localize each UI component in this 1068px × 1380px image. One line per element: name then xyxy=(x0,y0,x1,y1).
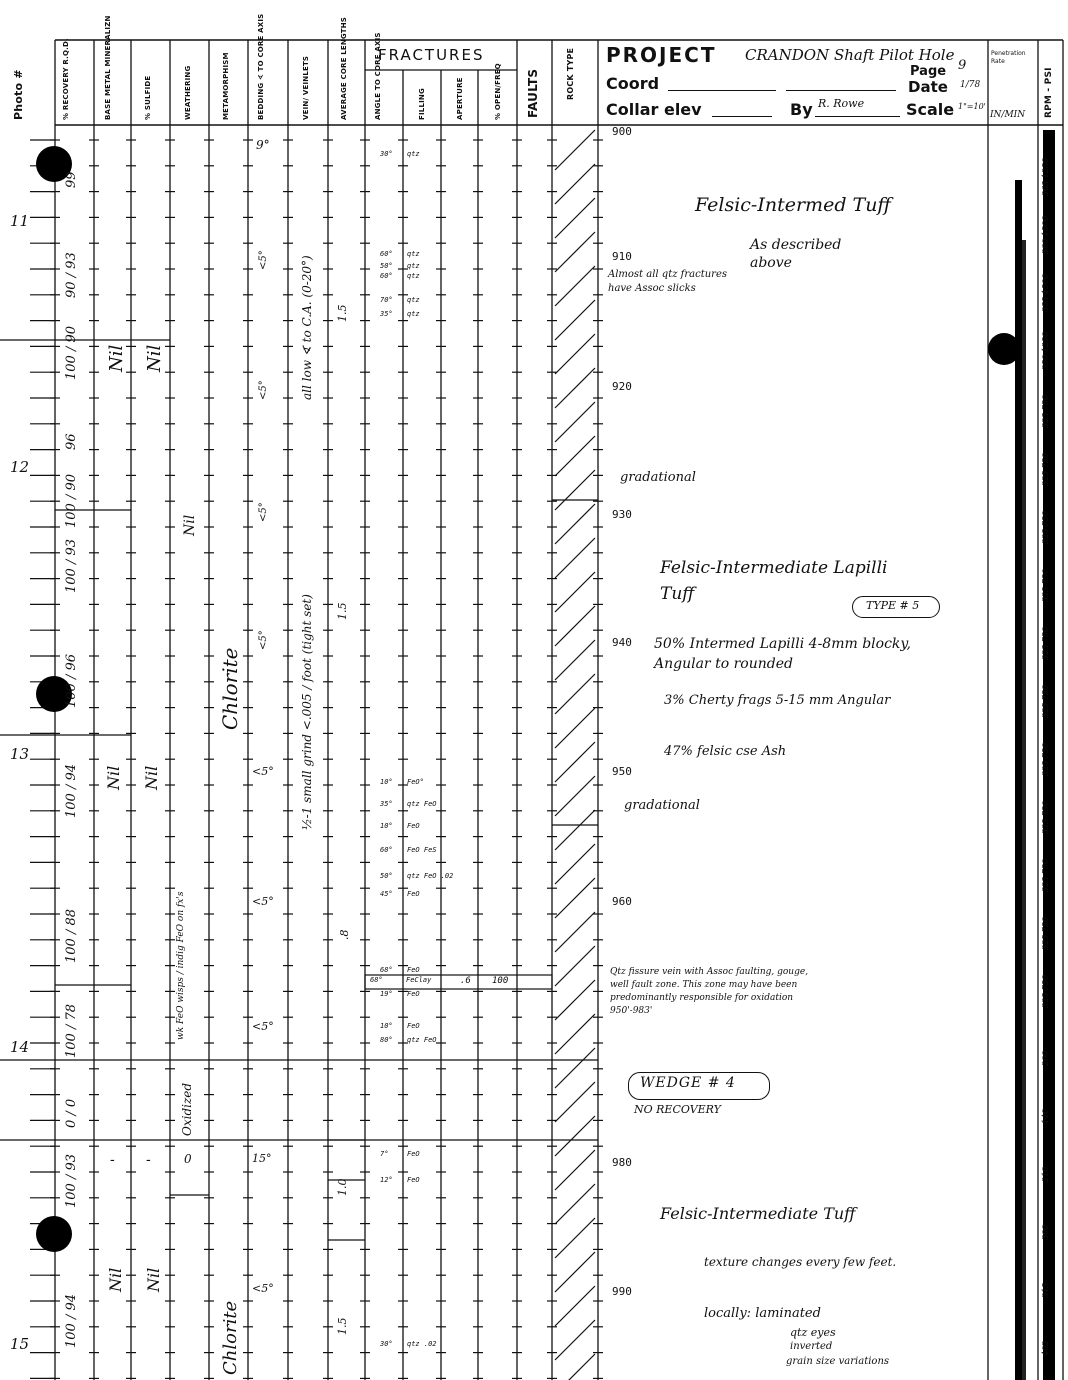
recovery-value: 100 / 88 xyxy=(64,909,79,963)
rock-hatch xyxy=(555,878,595,918)
recovery-value: 100 / 93 xyxy=(64,1154,79,1208)
header-veins: VEIN/ VEINLETS xyxy=(302,55,310,120)
header-avg-core: AVERAGE CORE LENGTHS xyxy=(340,16,348,120)
rock-hatch xyxy=(555,198,595,238)
weathering-note: wk FeO wisps / indig FeO on fx's xyxy=(176,891,186,1040)
fracture-filling: FeO FeS xyxy=(407,846,437,854)
collar-label: Collar elev xyxy=(606,100,702,119)
fault-row-pct: 100 xyxy=(492,976,509,986)
date-label: Date xyxy=(908,78,948,96)
fracture-angle: 35° xyxy=(380,800,393,808)
rock-hatch xyxy=(555,1048,595,1088)
fracture-filling: qtz FeO .02 xyxy=(407,872,454,880)
header-rock-type: ROCK TYPE xyxy=(566,47,575,100)
fracture-filling: qtz FeO xyxy=(407,800,437,808)
rock-hatch xyxy=(555,776,595,816)
bedding-angle: <5° xyxy=(258,380,269,400)
fracture-filling: FeO xyxy=(407,822,420,830)
header-frac-filling: FILLING xyxy=(418,88,426,120)
fracture-angle: 60° xyxy=(380,250,393,258)
header-recovery: % RECOVERY R.Q.D. xyxy=(62,38,70,120)
rock-hatch xyxy=(555,1286,595,1326)
recovery-value: 100 / 94 xyxy=(64,1294,79,1348)
rock-hatch xyxy=(555,470,595,510)
photo-number: 13 xyxy=(10,745,30,763)
recovery-value: 96 xyxy=(64,433,79,450)
rpm-psi-value: 325 750 xyxy=(1041,742,1050,776)
fracture-angle: 12° xyxy=(380,1176,393,1184)
rock-hatch xyxy=(555,164,595,204)
rpm-psi-value: 325 750 xyxy=(1041,626,1050,660)
rock-hatch xyxy=(555,1150,595,1190)
wedge-label: WEDGE # 4 xyxy=(640,1075,736,1091)
scale-label: Scale xyxy=(906,100,955,119)
nil-sulfide: Nil xyxy=(144,344,165,372)
core-length: 1.5 xyxy=(336,304,349,322)
rock-hatch xyxy=(555,1252,595,1292)
fracture-angle: 10° xyxy=(380,1022,393,1030)
fracture-angle: 50° xyxy=(380,262,393,270)
fracture-angle: 35° xyxy=(380,310,393,318)
rpm-psi-value: 325 750 xyxy=(1041,452,1050,486)
fracture-filling: qtz xyxy=(407,310,420,318)
rpm-psi-value: 140 xyxy=(1041,1108,1050,1124)
rock-hatch xyxy=(555,742,595,782)
note-985: texture changes every few feet. xyxy=(704,1255,897,1269)
penetration-label: Penetration Rate xyxy=(991,50,1026,65)
note-992a: locally: laminated xyxy=(704,1306,821,1321)
fracture-filling: qtz xyxy=(407,296,420,304)
fracture-angle: 30° xyxy=(380,1340,393,1348)
rpm-psi-value: 350 1250 xyxy=(1041,331,1050,370)
recovery-value: 100 / 78 xyxy=(64,1004,79,1058)
nil-sulfide-3: Nil xyxy=(144,1267,163,1292)
coord-field xyxy=(668,90,776,91)
depth-920: 920 xyxy=(612,380,632,393)
rock-hatch xyxy=(555,266,595,306)
depth-910: 910 xyxy=(612,250,632,263)
core-length: .8 xyxy=(338,929,351,940)
rock-hatch xyxy=(555,504,595,544)
unit3-title: Felsic-Intermediate Tuff xyxy=(660,1204,856,1223)
rpm-psi-value: 325 750 xyxy=(1041,974,1050,1008)
rock-hatch xyxy=(555,1014,595,1054)
in-min-label: IN/MIN xyxy=(990,110,1026,120)
rpm-psi-value: 315 xyxy=(1041,1282,1050,1298)
depth-930: 930 xyxy=(612,508,632,521)
rpm-psi-value: 300 xyxy=(1041,1224,1050,1240)
rpm-psi-value: 325 750 xyxy=(1041,394,1050,428)
recovery-value: 90 / 93 xyxy=(64,252,79,298)
recovery-value: 100 / 94 xyxy=(64,764,79,818)
nil-weathering: Nil xyxy=(182,514,198,536)
chlorite-note-2: Chlorite xyxy=(220,1300,241,1375)
header-frac-angle: ANGLE TO CORE AXIS xyxy=(374,32,382,120)
header-metamorphism: METAMORPHISM xyxy=(222,52,230,120)
fracture-filling: FeO xyxy=(407,990,420,998)
binder-hole xyxy=(988,333,1020,365)
nil-base-metal-3: Nil xyxy=(106,1267,125,1292)
rock-hatch xyxy=(555,1116,595,1156)
fracture-filling: qtz FeO xyxy=(407,1036,437,1044)
header-sulfide: % SULFIDE xyxy=(144,75,152,120)
rock-hatch xyxy=(555,912,595,952)
vein-note-2: ½-1 small grind <.005 / foot (tight set) xyxy=(300,594,314,830)
rock-hatch xyxy=(555,640,595,680)
rock-hatch xyxy=(555,980,595,1020)
unit2-title: Felsic-Intermediate Lapilli Tuff xyxy=(660,558,888,604)
rpm-psi-value: 355 1500 xyxy=(1041,273,1050,312)
core-length: 1.0 xyxy=(336,1178,349,1196)
rock-hatch xyxy=(555,810,595,850)
fracture-angle: 70° xyxy=(380,296,393,304)
rock-hatch xyxy=(555,708,595,748)
rpm-psi-value: 325 750 xyxy=(1041,510,1050,544)
by-field xyxy=(815,116,900,117)
depth-990: 990 xyxy=(612,1285,632,1298)
fault-row-angle: 68° xyxy=(370,976,383,984)
rpm-psi-value: 325 750 xyxy=(1041,858,1050,892)
by-label: By xyxy=(790,100,813,119)
dash-sulfide: - xyxy=(146,1152,151,1168)
type-box-label: TYPE # 5 xyxy=(866,599,920,612)
note-940b: 3% Cherty frags 5-15 mm Angular xyxy=(664,693,891,708)
photo-number: 12 xyxy=(10,458,30,476)
fracture-angle: 19° xyxy=(380,990,393,998)
rpm-psi-value: 210 xyxy=(1041,1166,1050,1182)
vein-note: all low ∢ to C.A. (0-20°) xyxy=(300,255,314,400)
fracture-angle: 60° xyxy=(380,846,393,854)
fracture-angle: 80° xyxy=(380,1036,393,1044)
rpm-psi-value: 325 750 xyxy=(1041,800,1050,834)
fracture-filling: qtz .02 xyxy=(407,1340,437,1348)
rock-hatch xyxy=(555,402,595,442)
fracture-angle: 68° xyxy=(380,966,393,974)
fracture-angle: 60° xyxy=(380,272,393,280)
recovery-value: 99 xyxy=(64,171,79,188)
photo-number: 11 xyxy=(10,212,30,230)
bedding-angle: 9° xyxy=(256,138,270,152)
fault-row-fill: FeClay xyxy=(406,976,432,984)
fracture-angle: 10° xyxy=(380,778,393,786)
recovery-value: 100 / 93 xyxy=(64,539,79,593)
bedding-angle: <5° xyxy=(258,630,269,650)
note-992c: inverted xyxy=(790,1341,833,1352)
bedding-angle: <5° xyxy=(258,250,269,270)
zero-weathering: 0 xyxy=(184,1152,192,1166)
no-recovery: NO RECOVERY xyxy=(634,1103,721,1116)
qtz-vein-note: Qtz fissure vein with Assoc faulting, gouge, well fault zone. This zone may have been predominantly responsible for oxidation 950'-983' xyxy=(610,967,809,1016)
photo-label: Photo # xyxy=(12,69,25,120)
depth-960: 960 xyxy=(612,895,632,908)
oxidized-note: Oxidized xyxy=(180,1082,194,1136)
bedding-angle: <5° xyxy=(252,1020,274,1033)
core-length: 1.5 xyxy=(336,602,349,620)
depth-950: 950 xyxy=(612,765,632,778)
core-length: 1.5 xyxy=(336,1317,349,1335)
rpm-psi-value: 380 1500 xyxy=(1041,215,1050,254)
rock-hatch xyxy=(555,130,595,170)
rpm-psi-value: 200 xyxy=(1041,1050,1050,1066)
fracture-filling: qtz xyxy=(407,250,420,258)
recovery-value: 0 / 0 xyxy=(64,1098,79,1128)
gradational-2: gradational xyxy=(624,798,700,813)
rock-hatch xyxy=(555,946,595,986)
rock-hatch xyxy=(555,300,595,340)
depth-940: 940 xyxy=(612,636,632,649)
fracture-angle: 7° xyxy=(380,1150,389,1158)
coord-field-2 xyxy=(786,90,896,91)
bedding-angle: <5° xyxy=(252,765,274,778)
header-frac-aperture: APERTURE xyxy=(456,77,464,120)
page-value: 9 xyxy=(958,58,967,73)
depth-980: 980 xyxy=(612,1156,632,1169)
fracture-angle: 45° xyxy=(380,890,393,898)
nil-base-metal-2: Nil xyxy=(104,765,123,790)
rock-hatch xyxy=(555,1354,595,1380)
page-label: Page xyxy=(910,64,947,79)
fracture-filling: FeO° xyxy=(407,778,424,786)
header-bedding: BEDDING ∢ TO CORE AXIS xyxy=(257,13,265,120)
rock-hatch xyxy=(555,1184,595,1224)
rpm-psi-value: 325 750 xyxy=(1041,568,1050,602)
rock-hatch xyxy=(555,232,595,272)
header-fractures: FRACTURES xyxy=(378,46,485,64)
scale-value: 1"=10' xyxy=(958,102,986,111)
date-value: 1/78 xyxy=(960,80,981,90)
rpm-psi-value: 325 750 xyxy=(1041,916,1050,950)
rock-hatch xyxy=(555,606,595,646)
recovery-value: 100 / 96 xyxy=(64,654,79,708)
rock-hatch xyxy=(555,844,595,884)
bedding-angle: 15° xyxy=(252,1152,272,1165)
rock-hatch xyxy=(555,368,595,408)
recovery-value: 100 / 90 xyxy=(64,326,79,380)
unit1-subtitle: As described above xyxy=(750,237,842,271)
project-label: PROJECT xyxy=(606,43,717,67)
rock-hatch xyxy=(555,1218,595,1258)
rpm-psi-value: 325 750 xyxy=(1041,684,1050,718)
note-992b: qtz eyes xyxy=(790,1326,836,1339)
header-weathering: WEATHERING xyxy=(184,65,192,120)
rock-hatch xyxy=(555,572,595,612)
fracture-angle: 50° xyxy=(380,872,393,880)
rock-hatch xyxy=(555,334,595,374)
by-value: R. Rowe xyxy=(818,97,865,110)
photo-number: 15 xyxy=(10,1335,30,1353)
binder-hole xyxy=(36,1216,72,1252)
rpm-psi-value: 402 xyxy=(1041,1340,1050,1356)
header-base-metal: BASE METAL MINERALIZN xyxy=(104,15,112,120)
fracture-angle: 30° xyxy=(380,150,393,158)
fracture-filling: FeO xyxy=(407,1176,420,1184)
project-name: CRANDON Shaft Pilot Hole xyxy=(745,46,955,64)
note-940a: 50% Intermed Lapilli 4-8mm blocky, Angular to rounded xyxy=(654,636,911,672)
dash-base-metal: - xyxy=(110,1152,115,1168)
rock-hatch xyxy=(555,436,595,476)
fracture-filling: qtz xyxy=(407,272,420,280)
bedding-angle: <5° xyxy=(252,895,274,908)
rock-hatch xyxy=(555,674,595,714)
fracture-filling: FeO xyxy=(407,1022,420,1030)
nil-sulfide-2: Nil xyxy=(142,765,161,790)
rpm-psi-label: RPM - PSI xyxy=(1044,67,1054,118)
fracture-filling: FeO xyxy=(407,890,420,898)
note-910: Almost all qtz fractures have Assoc slicks xyxy=(608,269,727,294)
collar-field xyxy=(712,116,772,117)
fracture-filling: qtz xyxy=(407,262,420,270)
gradational-1: gradational xyxy=(620,470,696,485)
rock-hatch xyxy=(555,1082,595,1122)
depth-900: 900 xyxy=(612,125,632,138)
header-frac-pct: % OPEN/FREQ xyxy=(494,63,502,120)
chlorite-note: Chlorite xyxy=(218,647,242,730)
fault-row-aperture: .6 xyxy=(460,976,471,986)
note-940c: 47% felsic cse Ash xyxy=(664,744,787,759)
bedding-angle: <5° xyxy=(258,502,269,522)
fracture-filling: FeO xyxy=(407,1150,420,1158)
header-faults: FAULTS xyxy=(526,68,540,118)
bedding-angle: <5° xyxy=(252,1282,274,1295)
note-992d: grain size variations xyxy=(786,1356,890,1367)
rock-hatch xyxy=(555,538,595,578)
rock-hatch xyxy=(555,1320,595,1360)
photo-number: 14 xyxy=(10,1038,30,1056)
nil-base-metal: Nil xyxy=(106,344,127,372)
recovery-value: 100 / 90 xyxy=(64,474,79,528)
fracture-angle: 10° xyxy=(380,822,393,830)
fracture-filling: FeO xyxy=(407,966,420,974)
unit1-title: Felsic-Intermed Tuff xyxy=(695,194,891,216)
rpm-psi-value: 365 1250 xyxy=(1041,157,1050,196)
fracture-filling: qtz xyxy=(407,150,420,158)
coord-label: Coord xyxy=(606,74,660,93)
